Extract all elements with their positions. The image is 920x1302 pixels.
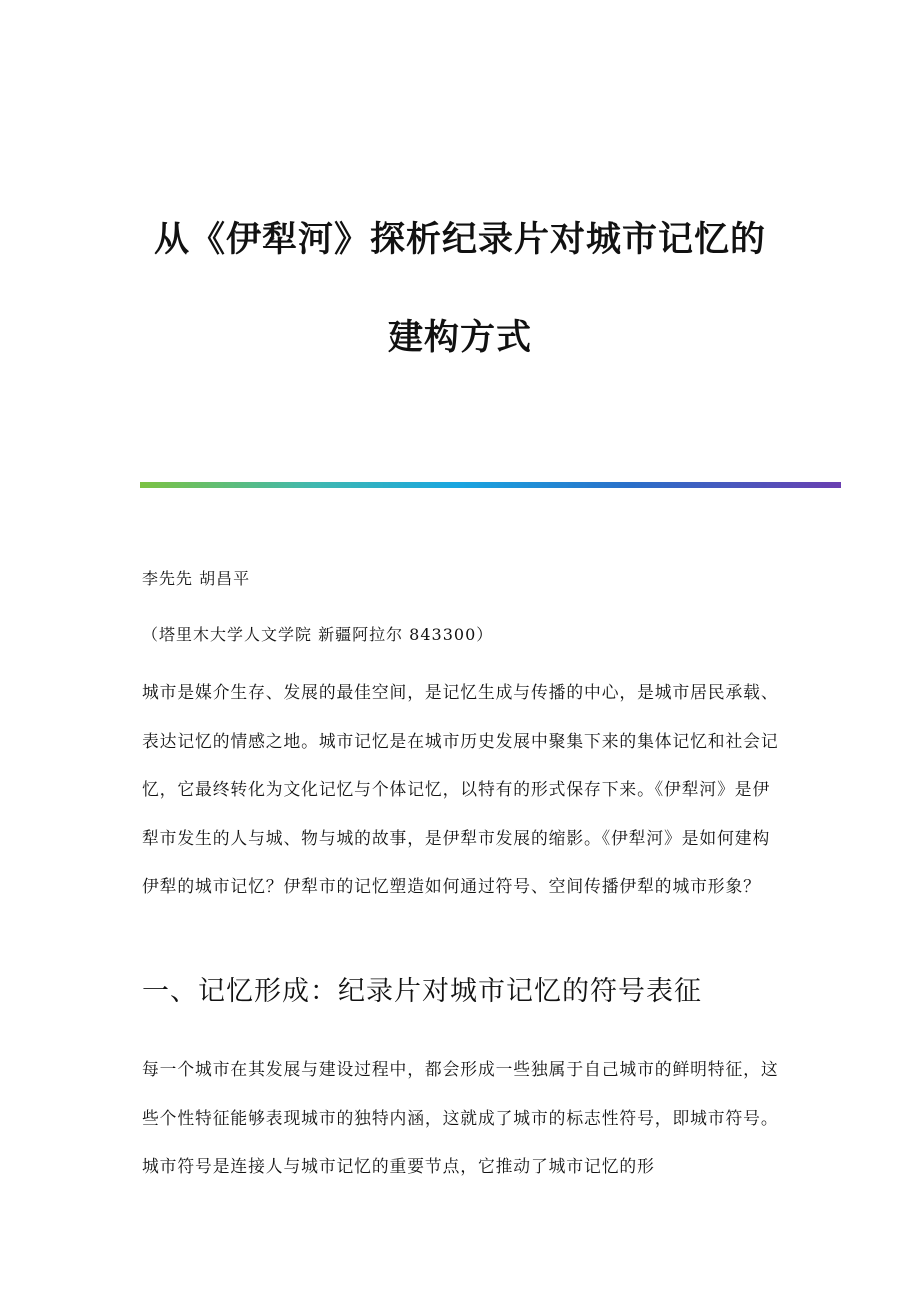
authors: 李先先 胡昌平 <box>142 569 251 588</box>
title-divider <box>140 482 841 488</box>
affiliation: （塔里木大学人文学院 新疆阿拉尔 843300） <box>142 625 494 644</box>
section-1-paragraph: 每一个城市在其发展与建设过程中，都会形成一些独属于自己城市的鲜明特征，这些个性特征能够表现城市的独特内涵，这就成了城市的标志性符号，即城市符号。城市符号是连接人与城市记忆的重要节点，它推动了城市记忆的形 <box>142 1059 779 1177</box>
title-line-1: 从《伊犁河》探析纪录片对城市记忆的 <box>153 219 766 260</box>
section-heading-1: 一、记忆形成：纪录片对城市记忆的符号表征 <box>142 976 702 1007</box>
abstract-paragraph: 城市是媒介生存、发展的最佳空间，是记忆生成与传播的中心，是城市居民承载、表达记忆的情感之地。城市记忆是在城市历史发展中聚集下来的集体记忆和社会记忆，它最终转化为文化记忆与个体记忆，以特有的形式保存下来。《伊犁河》是伊犁市发生的人与城、物与城的故事，是伊犁市发展的缩影。《伊犁河》是如何建构伊犁的城市记忆？伊犁市的记忆塑造如何通过符号、空间传播伊犁的城市形象？ <box>142 682 779 897</box>
title-line-2: 建构方式 <box>387 317 532 358</box>
